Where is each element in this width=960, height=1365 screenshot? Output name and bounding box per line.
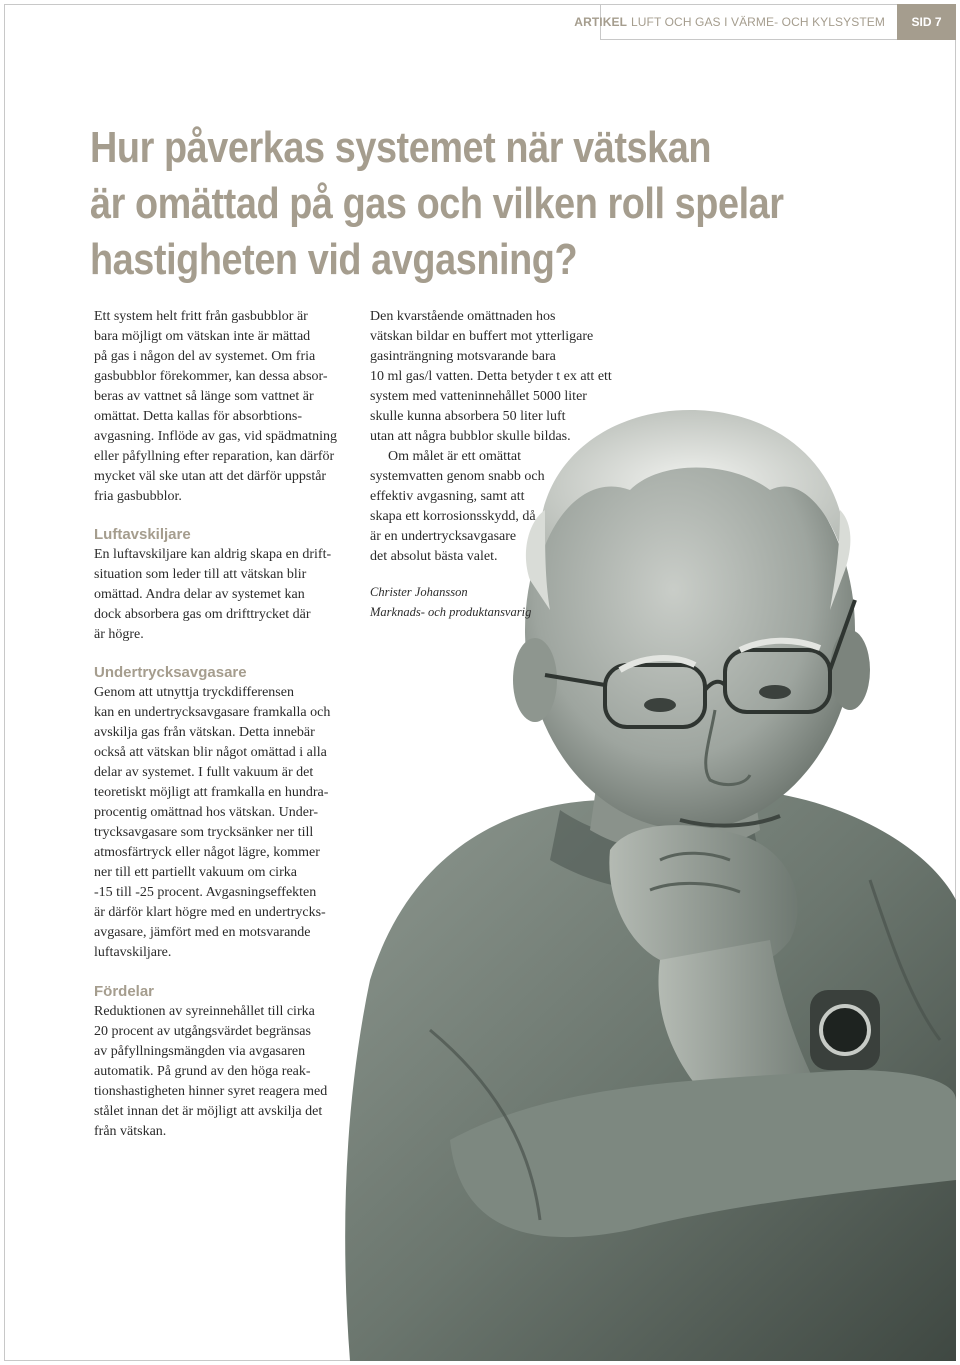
text-line: är högre. [94, 627, 144, 642]
text-line: Reduktionen av syreinnehållet till cirka [94, 1004, 315, 1019]
text-line: avgasning. Inflöde av gas, vid spädmatning [94, 429, 338, 444]
text-line: är därför klart högre med en undertrycks- [94, 905, 326, 920]
text-line: luftavskiljare. [94, 945, 172, 960]
text-line: gasbubblor förekommer, kan dessa absor- [94, 369, 328, 384]
text-line: En luftavskiljare kan aldrig skapa en drift- [94, 547, 332, 562]
text-line: 20 procent av utgångsvärdet begränsas [94, 1024, 311, 1039]
text-line: Genom att utnyttja tryckdifferensen [94, 685, 294, 700]
text-line: Om målet är ett omättat [388, 449, 521, 464]
text-line: Ett system helt fritt från gasbubblor är [94, 309, 308, 324]
section-fordelar [94, 982, 394, 1142]
text-line: atmosfärtryck eller något lägre, kommer [94, 845, 320, 860]
text-line: det absolut bästa valet. [370, 549, 498, 564]
text-line: gasinträngning motsvarande bara [370, 349, 556, 364]
text-line: skapa ett korrosionsskydd, då [370, 509, 536, 524]
text-line: automatik. På grund av den höga reak- [94, 1064, 311, 1079]
text-line: 10 ml gas/l vatten. Detta betyder t ex att ett [370, 369, 612, 384]
text-line: av påfyllningsmängden via avgasaren [94, 1044, 306, 1059]
text-line: omättat. Detta kallas för absorbtions- [94, 409, 302, 424]
subheading-undertrycksavgasare: Undertrycksavgasare [94, 664, 247, 681]
conclusion-paragraph [370, 447, 640, 567]
text-line: från vätskan. [94, 1124, 167, 1139]
text-line: trycksavgasare som trycksänker ner till [94, 825, 314, 840]
text-line: ner till ett partiellt vakuum om cirka [94, 865, 297, 880]
text-line: bara möjligt om vätskan inte är mättad [94, 329, 311, 344]
left-column [94, 307, 364, 645]
text-line: skulle kunna absorbera 50 liter luft [370, 409, 566, 424]
text-line: effektiv avgasning, samt att [370, 489, 525, 504]
text-line: fria gasbubblor. [94, 489, 182, 504]
text-line: avskilja gas från vätskan. Detta innebär [94, 725, 315, 740]
text-line: kan en undertrycksavgasare framkalla och [94, 705, 331, 720]
text-line: -15 till -25 procent. Avgasningseffekten [94, 885, 317, 900]
fordelar-paragraph [94, 1002, 394, 1142]
text-line: eller påfyllning efter reparation, kan därför [94, 449, 335, 464]
subheading-fordelar: Fördelar [94, 983, 155, 1000]
intro-paragraph [94, 307, 364, 507]
text-line: är en undertrycksavgasare [370, 529, 517, 544]
text-line: omättad. Andra delar av systemet kan [94, 587, 305, 602]
running-header [574, 4, 897, 40]
text-line: stålet innan det är möjligt att avskilja det [94, 1104, 323, 1119]
text-line: utan att några bubblor skulle bildas. [370, 429, 571, 444]
text-line: avgasare, jämfört med en motsvarande [94, 925, 311, 940]
text-line: delar av systemet. I fullt vakuum är det [94, 765, 314, 780]
text-line: system med vatteninnehållet 5000 liter [370, 389, 587, 404]
article-headline [90, 120, 784, 288]
buffer-paragraph [370, 307, 640, 447]
header-label: ARTIKEL [574, 14, 627, 29]
text-line: på gas i någon del av systemet. Om fria [94, 349, 316, 364]
author-title: Marknads- och produktansvarig [370, 605, 532, 619]
text-line: teoretiskt möjligt att framkalla en hundra- [94, 785, 329, 800]
text-line: också att vätskan blir något omättad i alla [94, 745, 327, 760]
section-undertrycksavgasare [94, 663, 394, 963]
right-column [370, 307, 640, 622]
subheading-luftavskiljare: Luftavskiljare [94, 526, 191, 543]
text-line: beras av vattnet så länge som vattnet är [94, 389, 314, 404]
header-topic: LUFT OCH GAS I VÄRME- OCH KYLSYSTEM [631, 14, 885, 29]
headline-line: hastigheten vid avgasning? [90, 235, 578, 284]
undertrycksavgasare-paragraph [94, 683, 394, 963]
author-name: Christer Johansson [370, 585, 468, 599]
luftavskiljare-paragraph [94, 545, 364, 645]
text-line: mycket väl ske utan att det därför uppstår [94, 469, 327, 484]
text-line: tionshastigheten hinner syret reagera med [94, 1084, 328, 1099]
text-line: vätskan bildar en buffert mot ytterligare [370, 329, 594, 344]
text-line: systemvatten genom snabb och [370, 469, 545, 484]
page-number: SID 7 [897, 4, 956, 40]
text-line: dock absorbera gas om drifttrycket där [94, 607, 311, 622]
headline-line: är omättad på gas och vilken roll spelar [90, 179, 784, 228]
text-line: procentig omättnad hos vätskan. Under- [94, 805, 319, 820]
headline-line: Hur påverkas systemet när vätskan [90, 123, 712, 172]
text-line: situation som leder till att vätskan blir [94, 567, 307, 582]
text-line: Den kvarstående omättnaden hos [370, 309, 556, 324]
